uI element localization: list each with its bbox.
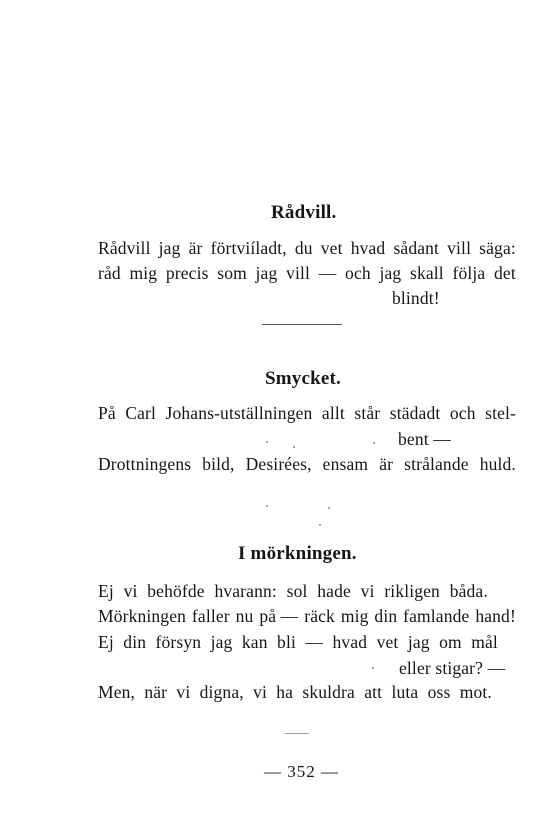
poem-word: ha [276,682,294,702]
poem-word: hvarann: [214,581,277,601]
poem-word: Ej [98,581,114,601]
poem-word: och [345,263,371,283]
poem-word: sol [286,581,308,601]
print-speck [328,507,330,509]
poem-title-i-morkningen: I mörkningen. [238,543,357,564]
poem-word: vi [360,581,375,601]
poem-word: sådant [393,238,440,258]
poem-word: mål [471,632,498,652]
print-speck [319,524,321,526]
poem-line [98,606,516,627]
poem-word: vi [176,682,191,702]
poem-word: nu [235,606,254,626]
poem-word: digna, [199,682,244,702]
poem-word: jag [210,632,233,652]
poem-word: Carl [125,403,157,423]
poem-word: Drottningens [98,454,192,474]
poem-word: och [449,403,476,423]
poem-word: Ej [98,632,114,652]
poem-word: vi [253,682,267,702]
print-speck [293,446,295,448]
poem-line [98,632,498,653]
print-speck [266,441,268,443]
poem-word: luta [391,682,419,702]
poem-word: behöfde [147,581,205,601]
poem-word: försyn [155,632,202,652]
poem-word: är [379,454,394,474]
page-number: — 352 — [264,762,339,781]
poem-word: vill [286,263,311,283]
ornament-line [285,733,309,734]
poem-word: ensam [322,454,369,474]
poem-line [98,454,516,475]
poem-word: precis [165,263,209,283]
poem-word: som [217,263,247,283]
poem-word: hade [317,581,351,601]
poem-word: — [305,632,324,652]
poem-word: hvad [332,632,368,652]
poem-word: mig [340,606,369,626]
poem-line-tail: bent — [398,429,451,449]
print-speck [266,505,268,507]
poem-word: säga: [479,238,516,258]
poem-word: vet [376,632,399,652]
poem-line [98,682,492,703]
poem-word: Rådvill [98,238,151,258]
poem-word: bild, [202,454,235,474]
poem-line [98,581,488,602]
poem-title-radvill: Rådvill. [271,202,337,223]
poem-word: jag [255,263,278,283]
poem-word: allt [321,403,345,423]
poem-word: på — [259,606,299,626]
poem-word: råd [98,263,121,283]
poem-word: din [123,632,147,652]
print-speck [373,442,375,444]
poem-word: rikligen [384,581,440,601]
poem-word: räck [304,606,335,626]
print-speck [372,667,374,669]
poem-word: jag [158,238,181,258]
poem-word: skuldra [302,682,355,702]
poem-word: Men, [98,682,136,702]
poem-word: mot. [459,682,492,702]
poem-word: oss [427,682,451,702]
poem-word: jag [379,263,402,283]
poem-word: är [188,238,203,258]
poem-word: står [354,403,381,423]
poem-word: följa [452,263,486,283]
poem-line [98,238,516,259]
poem-word: när [144,682,168,702]
poem-line-tail: eller stigar? — [399,658,506,678]
poem-line [98,403,516,424]
poem-line-tail: blindt! [392,288,440,308]
poem-word: att [364,682,383,702]
poem-line [98,263,516,284]
poem-word: mig [129,263,158,283]
poem-word: städadt [389,403,441,423]
poem-word: huld. [479,454,516,474]
poem-word: faller [191,606,230,626]
poem-word: vill [447,238,472,258]
section-divider [262,324,342,325]
poem-word: båda. [449,581,488,601]
poem-word: Johans-utställningen [165,403,313,423]
poem-word: Desirées, [245,454,312,474]
poem-word: — [318,263,337,283]
poem-word: stel- [485,403,516,423]
poem-title-smycket: Smycket. [265,368,342,389]
poem-word: din [374,606,398,626]
poem-word: det [494,263,516,283]
poem-word: hand! [475,606,516,626]
poem-word: jag [407,632,430,652]
poem-word: hvad [350,238,386,258]
poem-word: strålande [404,454,469,474]
poem-word: Mörkningen [98,606,187,626]
poem-word: famlande [403,606,470,626]
poem-word: På [98,403,116,423]
poem-word: vet [320,238,343,258]
poem-word: förtviíladt, [210,238,287,258]
poem-word: vi [123,581,138,601]
poem-word: bli [277,632,296,652]
poem-word: om [439,632,462,652]
poem-word: du [294,238,313,258]
poem-word: skall [409,263,444,283]
poem-word: kan [241,632,268,652]
